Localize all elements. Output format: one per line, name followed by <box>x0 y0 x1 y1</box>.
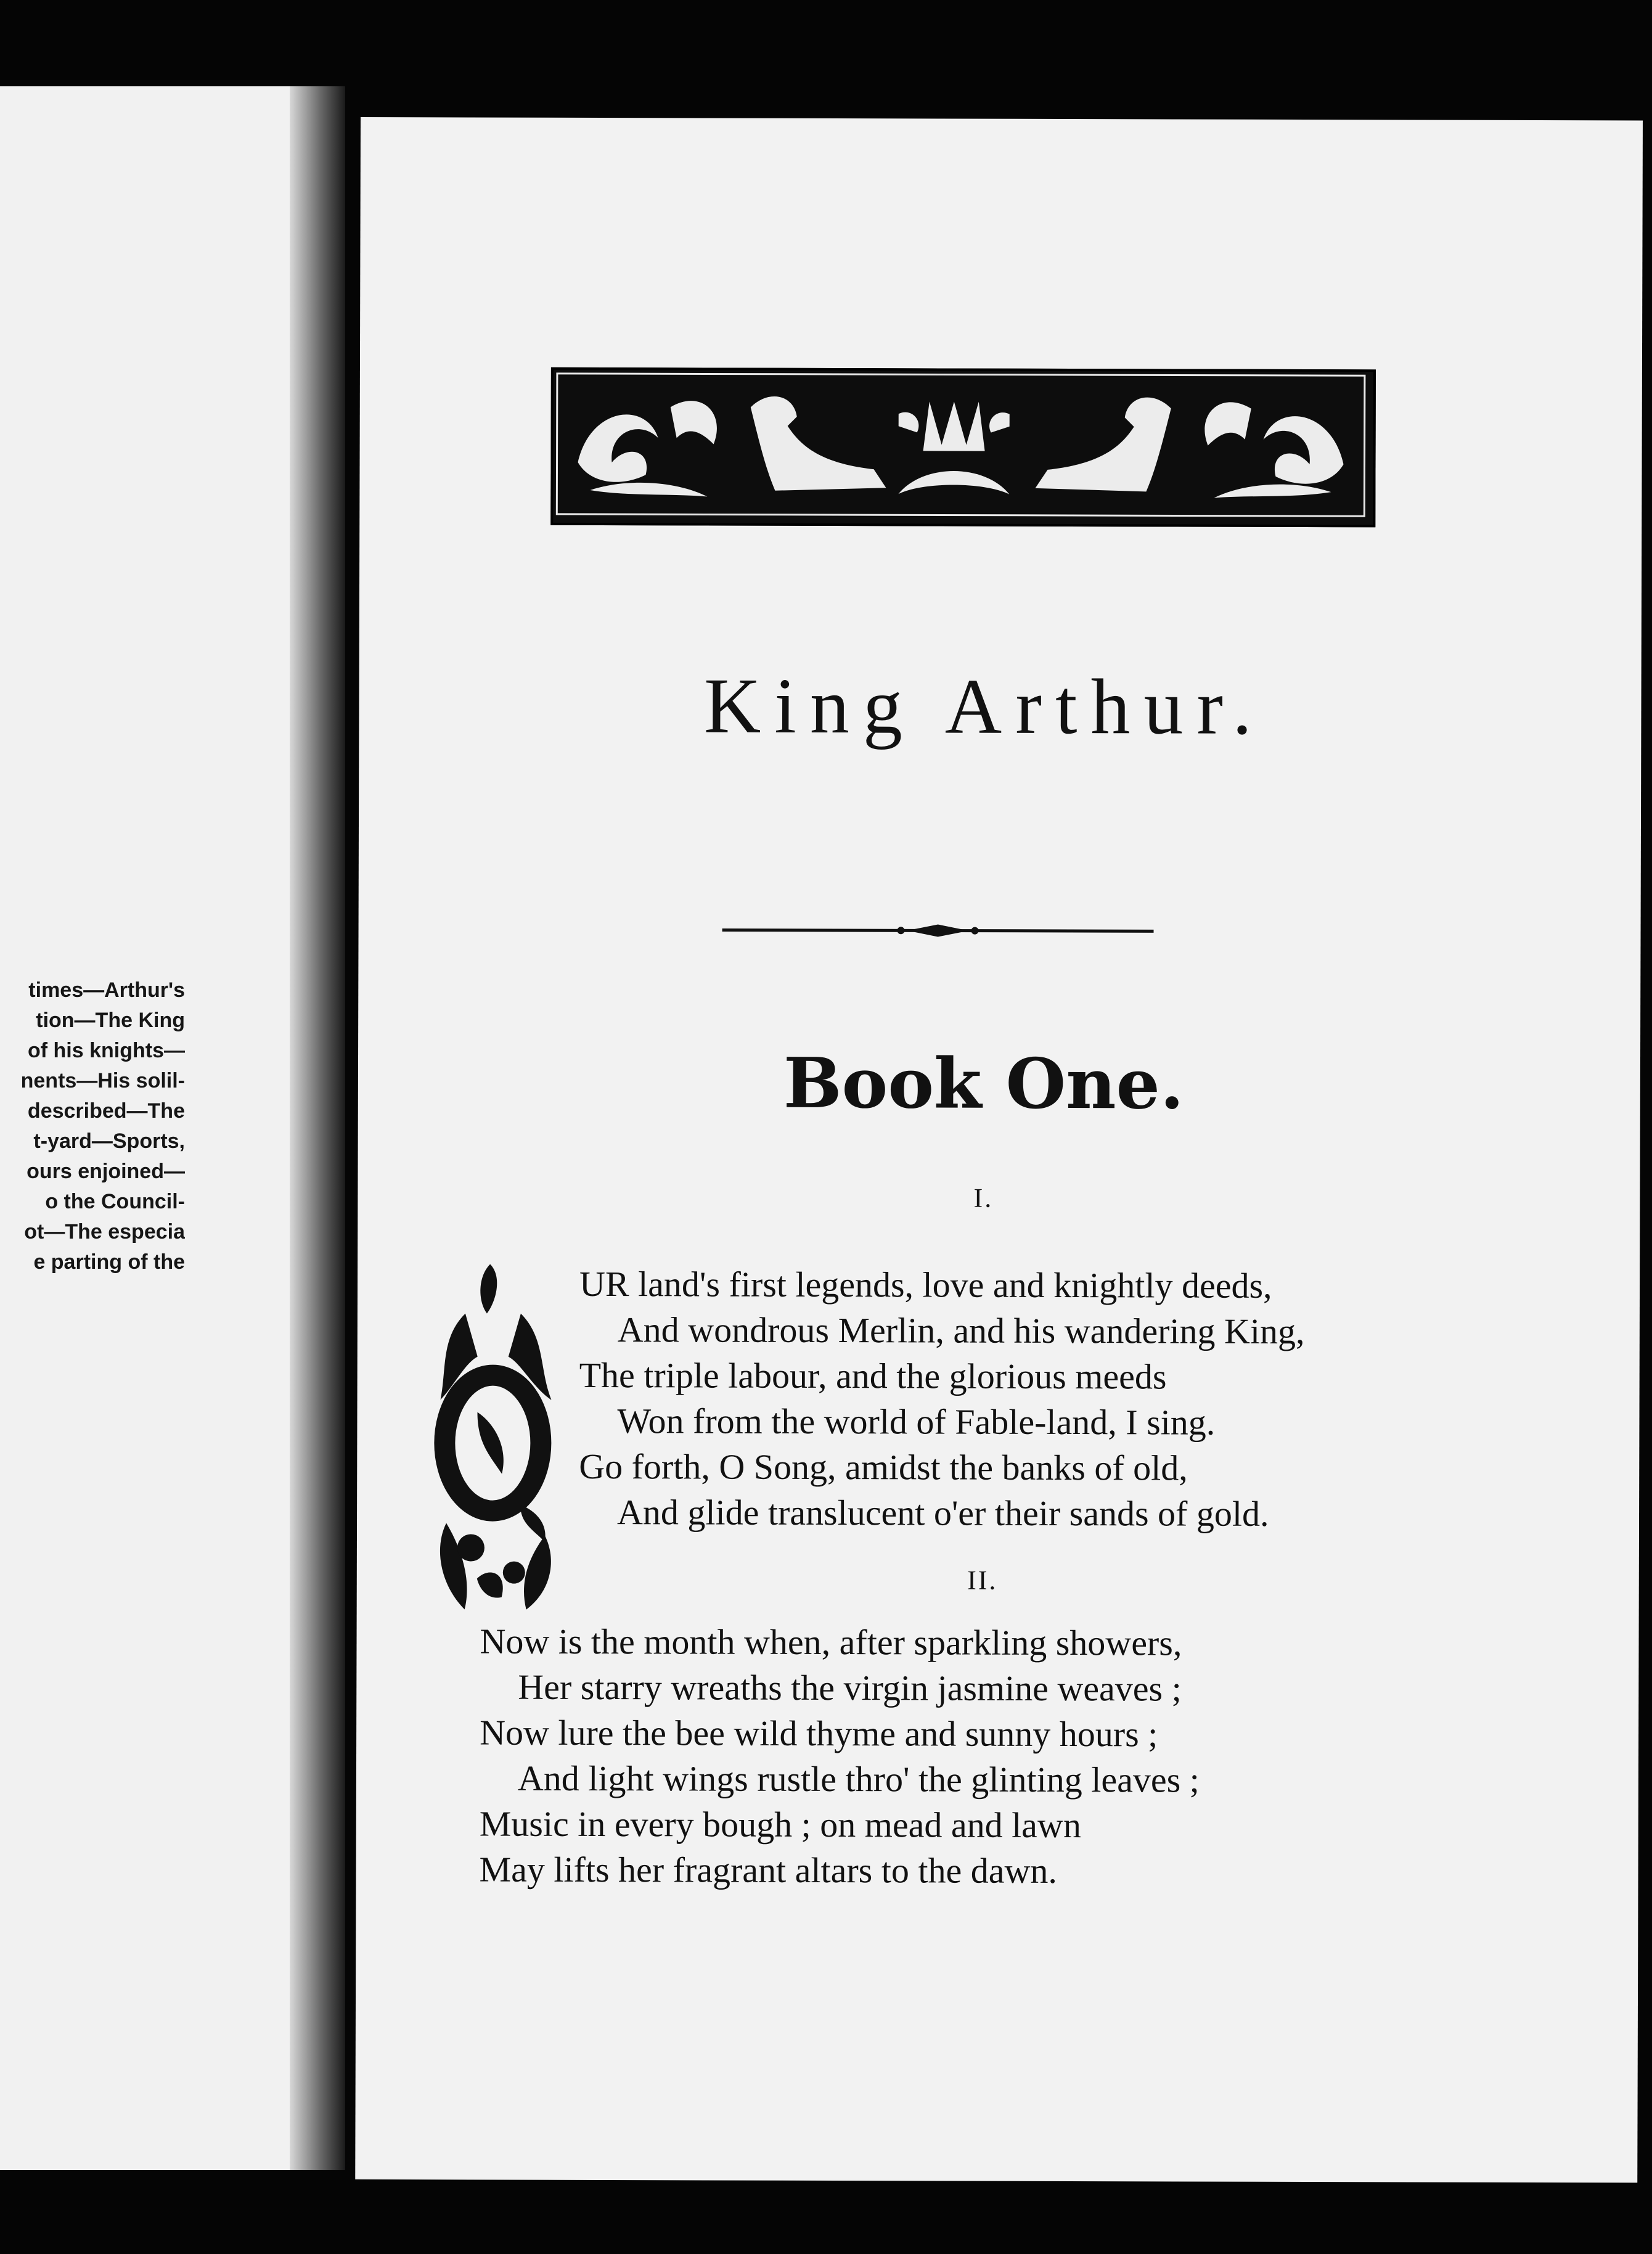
decorative-rule-icon <box>722 923 1154 939</box>
left-line: tion—The King <box>36 1009 185 1032</box>
left-line: nents—His solil- <box>20 1069 185 1092</box>
verse-line: And light wings rustle thro' the glinting leaves ; <box>517 1758 1200 1800</box>
verse-line: The triple labour, and the glorious meeds <box>579 1354 1167 1397</box>
left-line: times—Arthur's <box>28 978 185 1002</box>
book-heading: Book One. <box>783 1043 1185 1125</box>
verse-line: Now is the month when, after sparkling showers, <box>480 1621 1182 1663</box>
verse-line: Go forth, O Song, amidst the banks of old, <box>579 1446 1188 1488</box>
left-line: ot—The especia <box>24 1220 185 1244</box>
left-line: of his knights— <box>28 1039 185 1062</box>
left-line: o the Council- <box>45 1190 185 1213</box>
verse-line: And wondrous Merlin, and his wandering King, <box>617 1309 1305 1352</box>
left-line: ours enjoined— <box>27 1160 185 1183</box>
left-line: e parting of the <box>33 1250 185 1274</box>
verse-line: Now lure the bee wild thyme and sunny hours ; <box>480 1712 1158 1755</box>
verse-line: Her starry wreaths the virgin jasmine weaves ; <box>518 1666 1182 1709</box>
verse-line: Won from the world of Fable-land, I sing. <box>617 1401 1216 1443</box>
ornamental-sphinx-banner-icon <box>550 367 1376 528</box>
verse-line: Music in every bough ; on mead and lawn <box>479 1803 1081 1846</box>
verse-line: And glide translucent o'er their sands of gold. <box>616 1492 1269 1534</box>
floral-drop-cap-icon <box>428 1264 561 1616</box>
stanza-2-verse <box>479 1619 1200 1895</box>
stanza-number: II. <box>967 1565 998 1596</box>
left-line: t-yard—Sports, <box>33 1129 185 1153</box>
right-page <box>355 117 1643 2182</box>
left-page-contents-fragment <box>0 975 185 1277</box>
stanza-1-verse <box>579 1261 1305 1537</box>
stanza-number: I. <box>973 1182 994 1213</box>
left-line: described—The <box>27 1099 185 1123</box>
verse-line: UR land's first legends, love and knightly deeds, <box>579 1263 1272 1306</box>
book-gutter <box>290 86 345 2170</box>
book-title: King Arthur. <box>703 662 1266 751</box>
verse-line: May lifts her fragrant altars to the dawn. <box>479 1849 1058 1891</box>
